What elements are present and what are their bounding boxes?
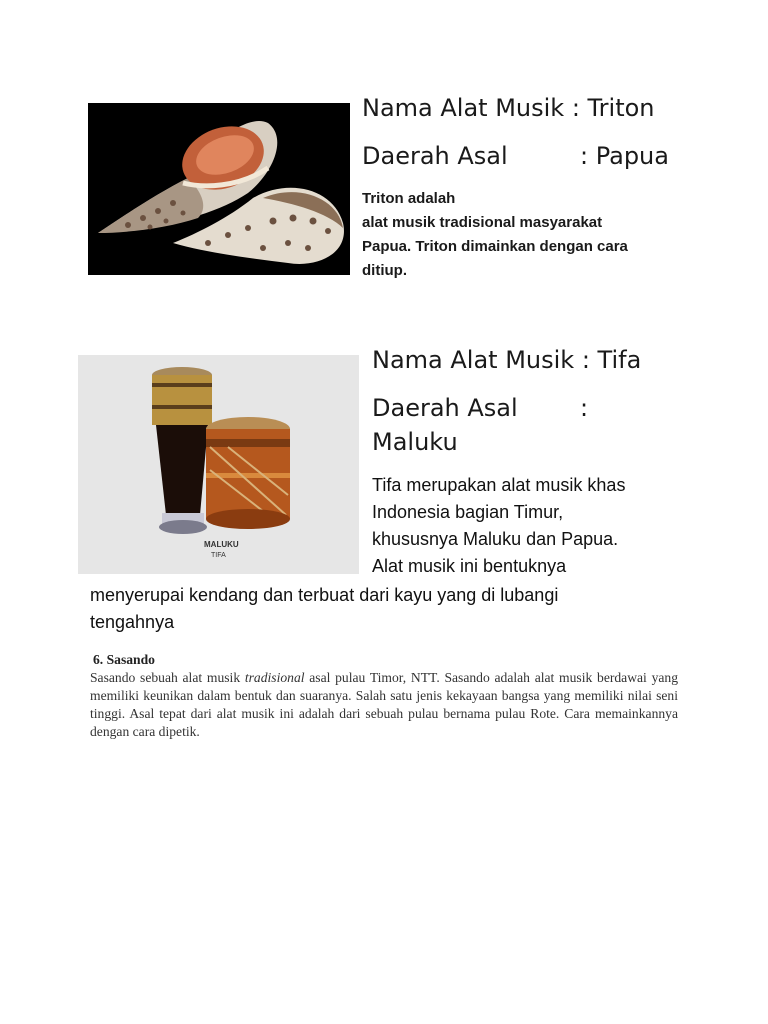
triton-image xyxy=(88,103,350,275)
sasando-heading: 6. Sasando xyxy=(93,652,155,667)
triton-desc-line-3: Papua. Triton dimainkan dengan cara xyxy=(362,238,628,255)
triton-description xyxy=(362,187,682,283)
tifa-desc-line-3: khususnya Maluku dan Papua. xyxy=(372,529,619,549)
tifa-desc-line-5: menyerupai kendang dan terbuat dari kayu yang di lubangi xyxy=(90,585,559,605)
tifa-origin-colon: : xyxy=(580,394,589,422)
tifa-desc-line-2: Indonesia bagian Timur, xyxy=(372,502,564,522)
sasando-italic-word: tradisional xyxy=(244,670,305,685)
tifa-desc-line-6: tengahnya xyxy=(90,612,175,632)
triton-origin-value: : Papua xyxy=(580,142,669,170)
tifa-desc-line-4: Alat musik ini bentuknya xyxy=(372,556,567,576)
tifa-description-full xyxy=(90,582,690,636)
sasando-text-start: Sasando sebuah alat musik xyxy=(90,670,245,685)
triton-origin-label: Daerah Asal xyxy=(362,142,508,170)
sasando-text-rest: asal pulau Timor, NTT. Sasando adalah alat musik berdawai yang memiliki keunikan dalam bentuk dan suaranya. Salah satu jenis kekayaan bangsa yang memiliki nilai seni tinggi. Asal tepat dari alat musik ini adalah dari sebuah pulau bernama pulau Rote. Cara memainkannya dengan cara dipetik. xyxy=(90,670,678,739)
tifa-image xyxy=(78,355,359,574)
triton-desc-line-1: Triton adalah xyxy=(362,190,456,207)
triton-desc-line-2: alat musik tradisional masyarakat xyxy=(362,214,603,231)
tifa-image-caption-1: MALUKU xyxy=(204,540,239,549)
tifa-name-line: Nama Alat Musik : Tifa xyxy=(372,346,642,374)
tifa-desc-line-1: Tifa merupakan alat musik khas xyxy=(372,475,626,495)
triton-name-line: Nama Alat Musik : Triton xyxy=(362,94,655,122)
triton-desc-line-4: ditiup. xyxy=(362,262,407,279)
tifa-origin-value: Maluku xyxy=(372,428,458,456)
sasando-paragraph xyxy=(90,669,678,741)
tifa-image-caption-2: TIFA xyxy=(211,552,226,559)
tifa-origin-label: Daerah Asal xyxy=(372,394,518,422)
tifa-description-right xyxy=(372,472,702,580)
